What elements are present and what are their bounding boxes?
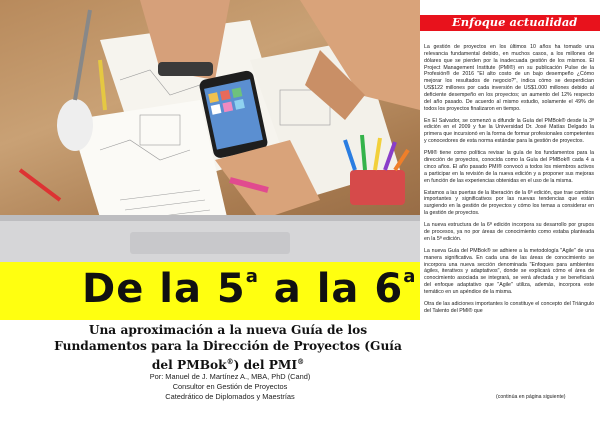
pencil	[20, 170, 60, 200]
author: Por: Manuel de J. Martínez A., MBA, PhD (Cand)	[149, 372, 311, 381]
pencil	[75, 10, 90, 100]
paragraph: Estamos a las puertas de la liberación de la 6ª edición, que trae cambios importantes y significativos por las nuevas tendencias que están surgiendo en la gestión de proyectos y cómo los temas a considerar en la gestión de proyectos.	[424, 189, 594, 217]
main-title: De la 5$^a$ a la 6$^a$	[82, 266, 417, 312]
continued-note: (continúa en página siguiente)	[496, 394, 566, 400]
cover-photo	[0, 0, 420, 262]
paragraph: La nueva Guía del PMBok® se adhiere a la metodología "Agile" de una manera significativa. En cada una de las áreas de conocimiento se incorpora una nueva sección denominada "Enfoques para ambientes ágiles, iterativos y adaptativos", donde se explicará cómo el área de conocimiento asociada se integrará, se verá afectada y se beneficiará del enfoque adaptativo que "Agile" utiliza, además, incorpora este temático en un apéndice de la misma.	[424, 247, 594, 295]
section-label: Enfoque actualidad	[452, 15, 578, 29]
paragraph: PMI® tiene como política revisar la guía de los fundamentos para la dirección de proyectos, conocida como la Guía del PMBok® cada 4 a cinco años. El año pasado PMI® convocó a todos los miembros activos a participar en la revisión de la nueva edición y a proponer sus mejoras en función de las experiencias obtenidas en el uso de la misma.	[424, 150, 594, 184]
byline	[120, 372, 340, 402]
article-body	[424, 44, 594, 320]
paragraph: Otra de las adiciones importantes lo constituye el concepto del Triángulo del Talento del PMI® que	[424, 300, 594, 314]
paragraph: En El Salvador, se comenzó a difundir la Guía del PMBok® desde la 3ª edición en el 2009 y fue la Universidad Dr. José Matías Delgado la primera que incursionó en la forma de formar profesionales competentes y conocedores de esta norma estándar para la gestión de proyectos.	[424, 117, 594, 145]
trackpad	[130, 232, 290, 254]
mouse	[57, 99, 93, 151]
paragraph: La gestión de proyectos en los últimos 10 años ha tomado una relevancia fundamental debido, en muchos casos, a los millones de dólares que se pierden por la inadecuada gestión de los mismos. El Project Management Institute (PMI®) en su publicación Pulse de la Profesión® de 2016 "El alto costo de un bajo desempeño ¿Cómo mejorar los resultados de negocio?", indica cómo se desperdician US$122 millones por cada inversión de US$1.000 millones debido al deficiente desempeño en los proyectos; un aumento del 12% respecto del año pasado. De acuerdo al mismo estudio, solamente el 49% de todos los proyectos finalizaron en tiempo.	[424, 44, 594, 112]
subtitle: Una aproximación a la nueva Guía de los Fundamentos para la Dirección de Proyectos (Guía del PMBok®) del PMI®	[54, 323, 402, 373]
author-role: Consultor en Gestión de Proyectos	[172, 382, 288, 391]
section-header	[420, 15, 600, 31]
watch	[158, 62, 213, 76]
title-band	[0, 262, 420, 320]
pencil	[100, 60, 105, 110]
desk-illustration	[0, 0, 420, 262]
paragraph: La nueva estructura de la 6ª edición incorpora su desarrollo por grupos de procesos, ya no por áreas de conocimiento como estaba planteada en la 5ª edición.	[424, 222, 594, 242]
author-role: Catedrático de Diplomados y Maestrías	[165, 392, 295, 401]
